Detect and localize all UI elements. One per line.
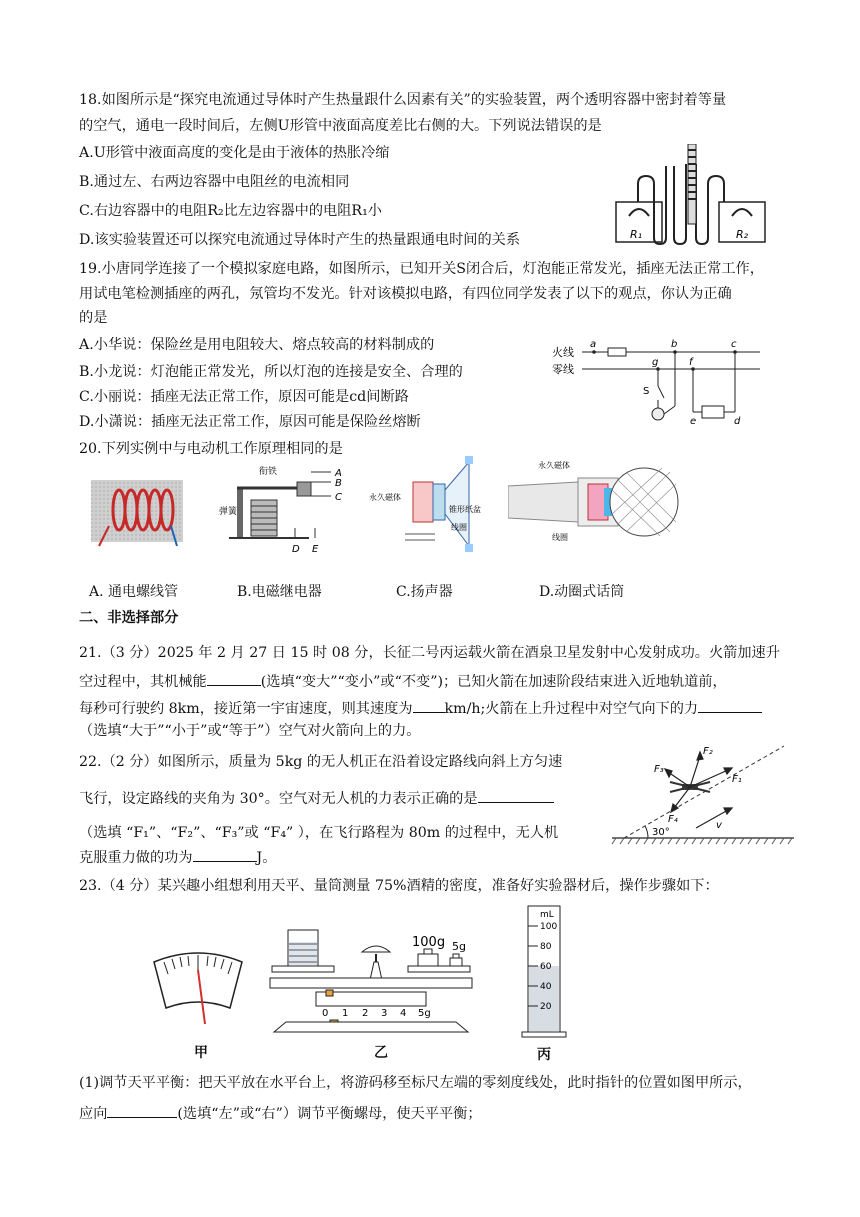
q20-label-spring: 弹簧 bbox=[219, 507, 238, 517]
q20-label-e: E bbox=[312, 544, 319, 554]
q19-stem-line1: 19.小唐同学连接了一个模拟家庭电路，如图所示，已知开关S闭合后，灯泡能正常发光，插座无法正常工作， bbox=[79, 261, 764, 277]
q19-label-s: S bbox=[643, 386, 650, 397]
q19-label-neutral: 零线 bbox=[552, 363, 574, 376]
q20-stem: 20.下列实例中与电动机工作原理相同的是 bbox=[79, 441, 343, 457]
q23-scale-tick-5g: 5g bbox=[418, 1008, 431, 1019]
q22-line4-prefix: 克服重力做的功为 bbox=[79, 850, 193, 866]
q20-relay-figure bbox=[213, 462, 353, 554]
q23-cyl-tick-80: 80 bbox=[540, 942, 552, 952]
q19-label-a: a bbox=[590, 339, 597, 350]
q21-line4: （选填“大于”“小于”或“等于”）空气对火箭向上的力。 bbox=[79, 723, 421, 739]
q19-label-g: g bbox=[652, 357, 659, 368]
q23-blank-1[interactable] bbox=[107, 1102, 177, 1118]
q22-label-angle: 30° bbox=[652, 827, 670, 838]
q19-option-a: A.小华说：保险丝是用电阻较大、熔点较高的材料制成的 bbox=[79, 337, 435, 353]
q19-circuit-figure bbox=[550, 336, 765, 428]
q20-label-a: A bbox=[335, 468, 342, 479]
q21-line3-prefix: 每秒可行驶约 8km，接近第一宇宙速度，则其速度为 bbox=[79, 701, 413, 717]
q18-option-a: A.U形管中液面高度的变化是由于液体的热胀冷缩 bbox=[79, 145, 390, 161]
q19-label-live: 火线 bbox=[552, 346, 574, 359]
q19-option-b: B.小龙说：灯泡能正常发光，所以灯泡的连接是安全、合理的 bbox=[79, 364, 463, 380]
q20-label-magnet2: 永久磁体 bbox=[538, 461, 570, 470]
q23-caption-bing: 丙 bbox=[537, 1047, 551, 1063]
q18-stem-line1: 18.如图所示是“探究电流通过导体时产生热量跟什么因素有关”的实验装置，两个透明容器中密封着等量 bbox=[79, 92, 727, 108]
q23-weight-5g: 5g bbox=[452, 940, 466, 953]
q22-line3: （选填 “F₁”、“F₂”、“F₃”或 “F₄” ），在飞行路程为 80m 的过程中，无人机 bbox=[79, 825, 559, 841]
q20-label-magnet: 永久磁体 bbox=[369, 493, 401, 502]
q23-cyl-tick-60: 60 bbox=[540, 962, 552, 972]
q23-cylinder-unit: mL bbox=[540, 910, 554, 920]
q23-balance-figure bbox=[262, 922, 480, 1034]
q19-option-d: D.小潇说：插座无法正常工作，原因可能是保险丝熔断 bbox=[79, 414, 421, 430]
q18-label-r1: R₁ bbox=[630, 228, 643, 241]
q18-option-c: C.右边容器中的电阻R₂比左边容器中的电阻R₁小 bbox=[79, 203, 382, 219]
q23-part1-suffix: (选填“左”或“右”）调节平衡螺母，使天平平衡； bbox=[177, 1106, 482, 1122]
q23-weight-100g: 100g bbox=[412, 935, 446, 950]
q23-scale-tick-1: 1 bbox=[342, 1008, 349, 1019]
q20-label-coil: 线圈 bbox=[451, 523, 467, 532]
q20-label-armature: 衔铁 bbox=[259, 467, 278, 477]
q21-blank-1[interactable] bbox=[207, 670, 261, 686]
q22-label-v: v bbox=[716, 820, 722, 831]
q22-line1: 22.（2 分）如图所示，质量为 5kg 的无人机正在沿着设定路线向斜上方匀速 bbox=[79, 754, 563, 770]
q23-scale-tick-0: 0 bbox=[322, 1008, 329, 1019]
q22-label-f1: F₁ bbox=[732, 774, 742, 785]
q19-label-b: b bbox=[671, 339, 678, 350]
q20-label-d: D bbox=[292, 544, 300, 554]
q23-cyl-tick-100: 100 bbox=[540, 922, 558, 932]
q20-label-coil2: 线圈 bbox=[552, 533, 568, 542]
q21-line2 bbox=[79, 670, 727, 692]
q18-label-r2: R₂ bbox=[736, 228, 749, 241]
q20-speaker-figure bbox=[365, 454, 490, 554]
q21-line3-mid: km/h;火箭在上升过程中对空气向下的力 bbox=[444, 701, 699, 717]
q20-caption-d: D.动圈式话筒 bbox=[539, 584, 625, 600]
q19-label-d: d bbox=[734, 416, 741, 427]
q22-label-f3: F₃ bbox=[654, 764, 664, 775]
q19-label-e: e bbox=[690, 416, 697, 427]
q19-label-f: f bbox=[689, 357, 693, 368]
q23-cyl-tick-20: 20 bbox=[540, 1002, 552, 1012]
q22-label-f2: F₂ bbox=[703, 746, 713, 757]
q23-cyl-tick-40: 40 bbox=[540, 982, 552, 992]
q22-line2 bbox=[79, 787, 554, 809]
q22-label-f4: F₄ bbox=[668, 814, 678, 825]
q19-stem-line2: 用试电笔检测插座的两孔，氖管均不发光。针对该模拟电路，有四位同学发表了以下的观点，你认为正确 bbox=[79, 286, 732, 302]
q23-pointer-dial-figure bbox=[150, 950, 246, 1030]
q21-line3 bbox=[79, 697, 762, 719]
q20-label-b: B bbox=[335, 478, 342, 489]
q22-line4 bbox=[79, 846, 276, 868]
q20-caption-c: C.扬声器 bbox=[396, 584, 453, 600]
q18-option-b: B.通过左、右两边容器中电阻丝的电流相同 bbox=[79, 174, 350, 190]
q19-stem-line3: 的是 bbox=[79, 310, 108, 326]
q19-label-c: c bbox=[731, 339, 737, 350]
q20-label-c: C bbox=[335, 492, 342, 503]
q20-microphone-figure bbox=[508, 456, 684, 548]
q23-cylinder-figure bbox=[520, 900, 576, 1040]
q23-part1-line2 bbox=[79, 1102, 482, 1124]
q23-scale-tick-2: 2 bbox=[362, 1008, 369, 1019]
q18-option-d: D.该实验装置还可以探究电流通过导体时产生的热量跟通电时间的关系 bbox=[79, 232, 521, 248]
q22-blank-2[interactable] bbox=[193, 846, 257, 862]
q18-heat-apparatus-figure bbox=[612, 144, 772, 246]
q23-part1-prefix: 应向 bbox=[79, 1106, 108, 1122]
q23-caption-yi: 乙 bbox=[374, 1045, 388, 1061]
q23-caption-jia: 甲 bbox=[194, 1045, 208, 1061]
q18-stem-line2: 的空气，通电一段时间后，左侧U形管中液面高度差比右侧的大。下列说法错误的是 bbox=[79, 118, 602, 134]
q20-label-cone: 锥形纸盆 bbox=[449, 505, 481, 514]
q22-line2-text: 飞行，设定路线的夹角为 30°。空气对无人机的力表示正确的是 bbox=[79, 791, 478, 807]
q20-solenoid-figure bbox=[87, 474, 187, 554]
q19-option-c: C.小丽说：插座无法正常工作，原因可能是cd间断路 bbox=[79, 389, 409, 405]
q20-caption-b: B.电磁继电器 bbox=[237, 584, 322, 600]
section-heading: 二、非选择部分 bbox=[79, 610, 179, 626]
q21-line2-suffix: (选填“变大”“变小”或“不变”)；已知火箭在加速阶段结束进入近地轨道前， bbox=[260, 674, 727, 690]
q23-stem: 23.（4 分）某兴趣小组想利用天平、量筒测量 75%酒精的密度，准备好实验器材后，操作步骤如下： bbox=[79, 878, 719, 894]
q22-blank-1[interactable] bbox=[478, 787, 554, 803]
q21-line2-prefix: 空过程中，其机械能 bbox=[79, 674, 207, 690]
q22-line4-suffix: J。 bbox=[256, 850, 277, 866]
q21-blank-3[interactable] bbox=[698, 697, 762, 713]
q22-drone-force-figure bbox=[608, 742, 798, 850]
q21-line1: 21.（3 分）2025 年 2 月 27 日 15 时 08 分，长征二号丙运载火箭在酒泉卫星发射中心发射成功。火箭加速升 bbox=[79, 645, 780, 661]
q23-scale-tick-4: 4 bbox=[400, 1008, 407, 1019]
q23-part1-line1: (1)调节天平平衡：把天平放在水平台上，将游码移至标尺左端的零刻度线处，此时指针的位置如图甲所示， bbox=[79, 1075, 752, 1091]
q20-caption-a: A. 通电螺线管 bbox=[89, 584, 179, 600]
q21-blank-2[interactable] bbox=[413, 697, 445, 713]
q23-scale-tick-3: 3 bbox=[381, 1008, 388, 1019]
